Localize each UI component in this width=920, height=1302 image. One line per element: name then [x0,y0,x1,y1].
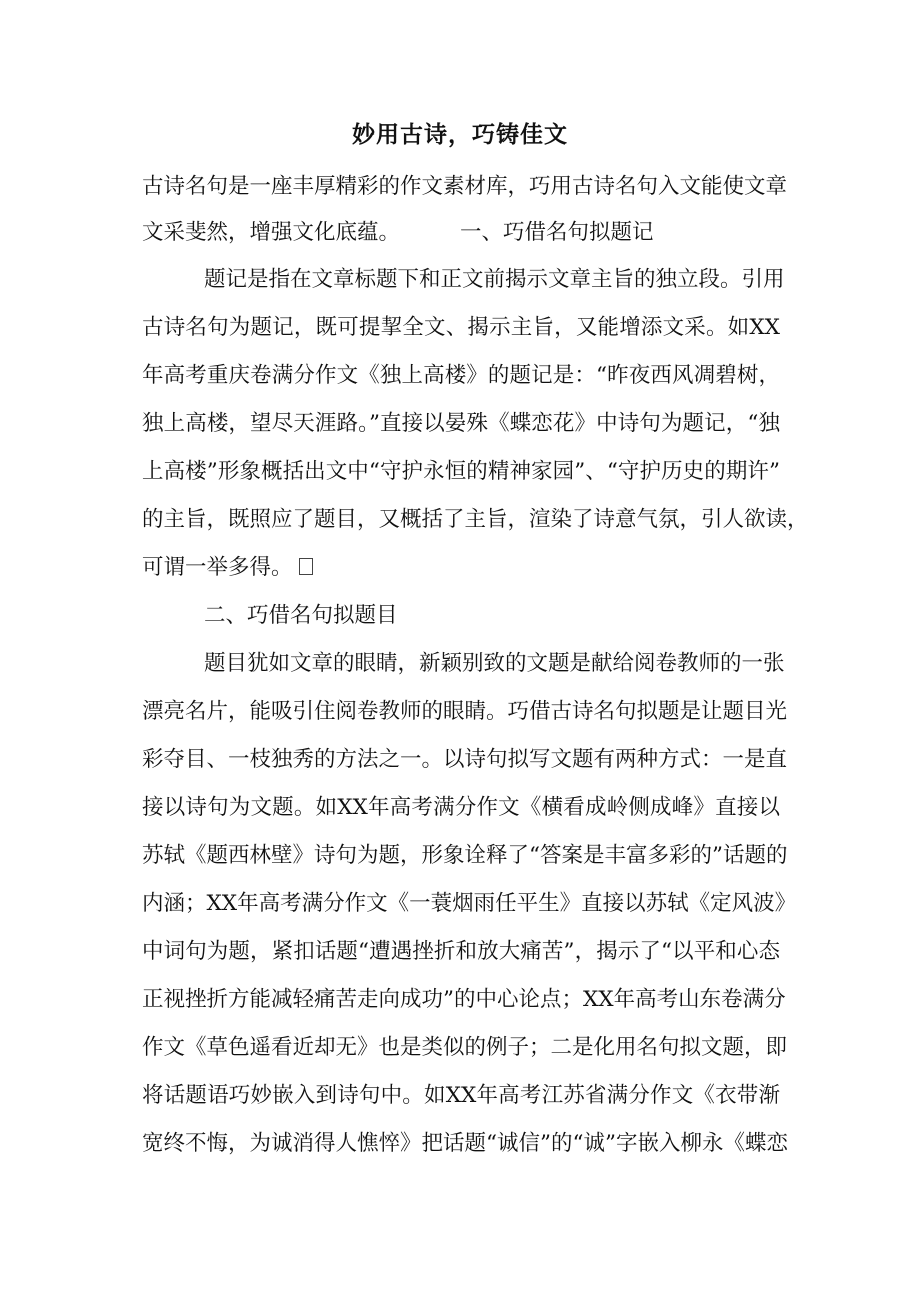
paragraph-1-last-line [142,553,313,583]
placeholder-box-icon [299,558,313,575]
document-title: 妙用古诗，巧铸佳文 [352,121,568,148]
paragraph-1-line: 年高考重庆卷满分作文《独上高楼》的题记是：“昨夜西风凋碧树， [142,363,780,388]
intro-line-2 [142,218,654,248]
paragraph-2-line: 中词句为题，紧扣话题“遭遇挫折和放大痛苦”，揭示了“以平和心态 [142,939,780,964]
intro-line-1: 古诗名句是一座丰厚精彩的作文素材库，巧用古诗名句入文能使文章 [142,174,788,199]
paragraph-1-line: 可谓一举多得。 [142,555,293,580]
paragraph-2-line: 内涵；XX年高考满分作文《一蓑烟雨任平生》直接以苏轼《定风波》 [142,891,797,916]
paragraph-2-line: 接以诗句为文题。如XX年高考满分作文《横看成岭侧成峰》直接以 [142,795,780,820]
section-heading-1: 一、巧借名句拟题记 [460,220,654,245]
paragraph-2-line: 将话题语巧妙嵌入到诗句中。如XX年高考江苏省满分作文《衣带渐 [142,1083,780,1108]
paragraph-2-line: 作文《草色遥看近却无》也是类似的例子；二是化用名句拟文题，即 [142,1035,788,1060]
paragraph-2-line: 正视挫折方能减轻痛苦走向成功”的中心论点；XX年高考山东卷满分 [142,987,786,1012]
paragraph-2-line: 彩夺目、一枝独秀的方法之一。以诗句拟写文题有两种方式：一是直 [142,747,788,772]
paragraph-1-line: 独上高楼，望尽天涯路。”直接以晏殊《蝶恋花》中诗句为题记，“独 [142,411,780,436]
paragraph-1-line: 古诗名句为题记，既可提挈全文、揭示主旨，又能增添文采。如XX [142,315,780,340]
paragraph-1-line: 的主旨，既照应了题目，又概括了主旨，渲染了诗意气氛，引人欲读， [142,507,809,532]
paragraph-2-line: 漂亮名片，能吸引住阅卷教师的眼睛。巧借古诗名句拟题是让题目光 [142,699,788,724]
paragraph-1-line: 题记是指在文章标题下和正文前揭示文章主旨的独立段。引用 [204,267,785,292]
paragraph-1-line: 上高楼”形象概括出文中“守护永恒的精神家园”、“守护历史的期许” [142,459,780,484]
paragraph-2-line: 题目犹如文章的眼睛，新颖别致的文题是献给阅卷教师的一张 [204,651,785,676]
paragraph-2-line: 宽终不悔，为诚消得人憔悴》把话题“诚信”的“诚”字嵌入柳永《蝶恋 [142,1131,788,1156]
intro-text: 文采斐然，增强文化底蕴。 [142,220,401,245]
paragraph-2-line: 苏轼《题西林壁》诗句为题，形象诠释了“答案是丰富多彩的”话题的 [142,843,788,868]
section-heading-2: 二、巧借名句拟题目 [204,603,398,628]
